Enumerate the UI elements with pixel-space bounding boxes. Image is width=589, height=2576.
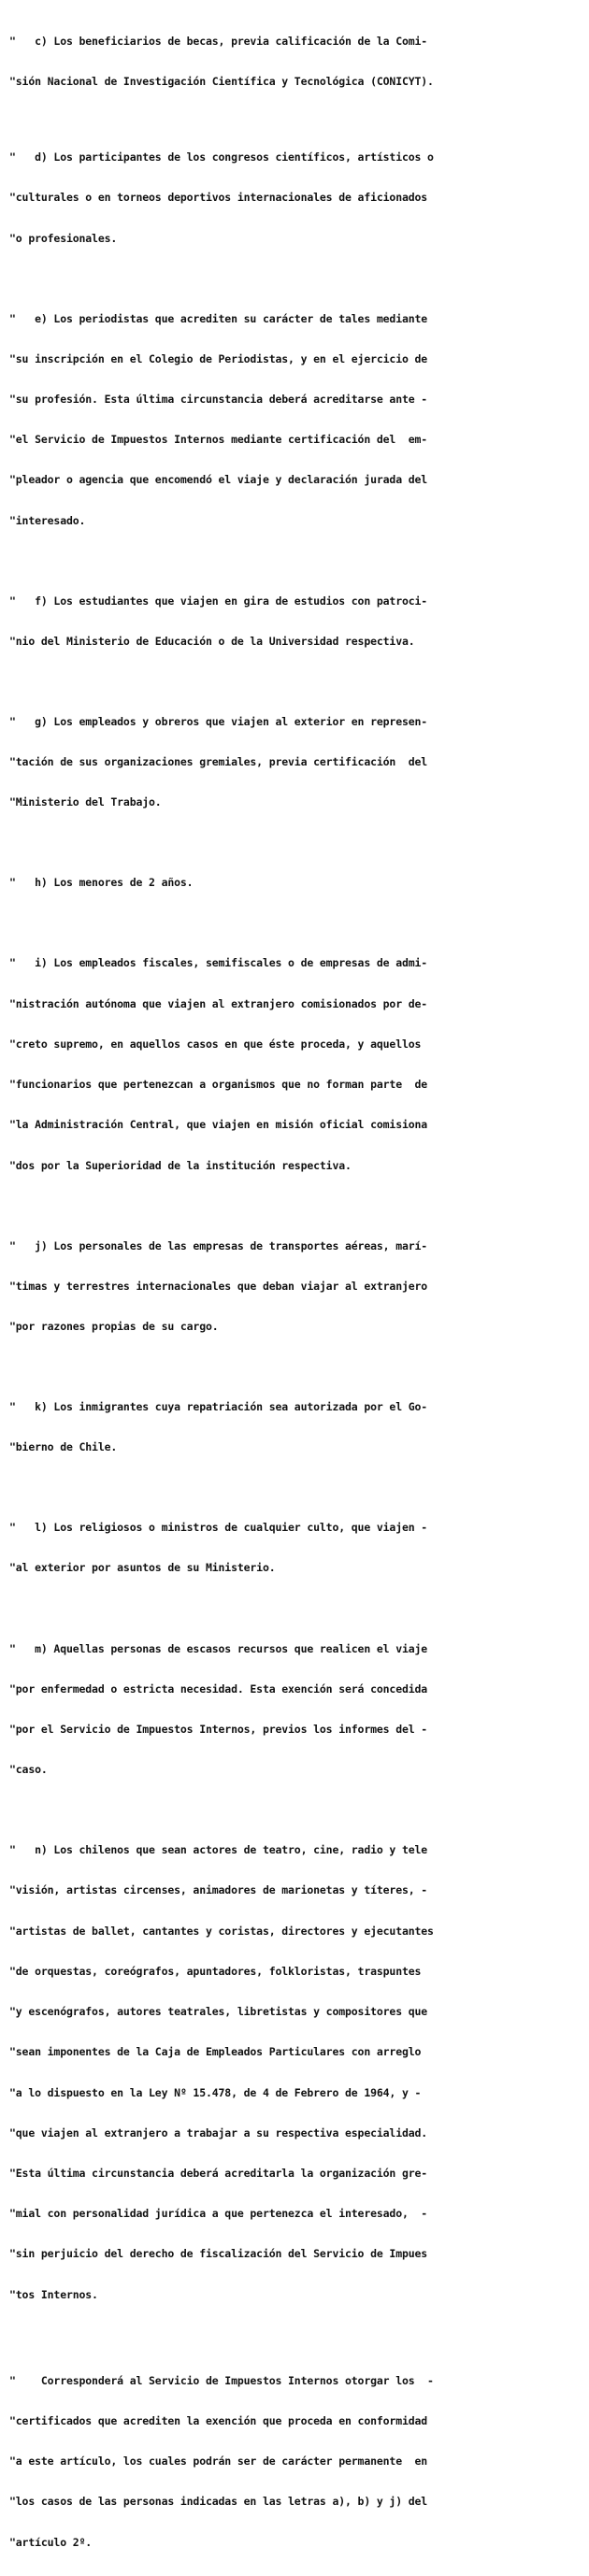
text-line: " n) Los chilenos que sean actores de teatro, cine, radio y tele	[9, 1843, 428, 1857]
text-line: "de orquestas, coreógrafos, apuntadores, folkloristas, traspuntes	[9, 1964, 422, 1978]
text-line: " i) Los empleados fiscales, semifiscales o de empresas de admi-	[9, 956, 428, 970]
paragraph-g	[9, 688, 583, 836]
text-line: " c) Los beneficiarios de becas, previa calificación de la Comi-	[9, 34, 428, 48]
text-line: "funcionarios que pertenezcan a organismos que no forman parte de	[9, 1078, 428, 1092]
text-line: "pleador o agencia que encomendó el viaje y declaración jurada del	[9, 473, 428, 487]
text-line: "los casos de las personas indicadas en las letras a), b) y j) del	[9, 2495, 428, 2509]
text-line: " h) Los menores de 2 años.	[9, 876, 194, 890]
text-line: "al exterior por asuntos de su Ministerio.	[9, 1561, 276, 1575]
text-line: " f) Los estudiantes que viajen en gira de estudios con patroci-	[9, 594, 428, 608]
paragraph-k	[9, 1373, 583, 1481]
text-line: "bierno de Chile.	[9, 1440, 118, 1454]
text-line: " k) Los inmigrantes cuya repatriación sea autorizada por el Go-	[9, 1400, 428, 1413]
text-line: "interesado.	[9, 513, 86, 527]
text-line: "el Servicio de Impuestos Internos mediante certificación del em-	[9, 433, 428, 447]
text-line: "por enfermedad o estricta necesidad. Esta exención será concedida	[9, 1682, 428, 1696]
text-line: "nio del Ministerio de Educación o de la Universidad respectiva.	[9, 634, 415, 648]
text-line: "caso.	[9, 1763, 48, 1777]
text-line: "y escenógrafos, autores teatrales, libretistas y compositores que	[9, 2005, 428, 2019]
text-line: " g) Los empleados y obreros que viajen al exterior en represen-	[9, 714, 428, 728]
text-line: "certificados que acrediten la exención que proceda en conformidad	[9, 2413, 428, 2427]
paragraph-h	[9, 850, 583, 917]
text-line: "a lo dispuesto en la Ley Nº 15.478, de 4 de Febrero de 1964, y -	[9, 2085, 422, 2099]
paragraph-f	[9, 567, 583, 675]
text-line: "su profesión. Esta última circunstancia deberá acreditarse ante -	[9, 392, 428, 406]
text-line: "sión Nacional de Investigación Científica y Tecnológica (CONICYT).	[9, 75, 434, 89]
text-line: " m) Aquellas personas de escasos recursos que realicen el viaje	[9, 1641, 428, 1655]
text-line: "sean imponentes de la Caja de Empleados Particulares con arreglo	[9, 2045, 422, 2059]
text-line: "la Administración Central, que viajen en misión oficial comisiona	[9, 1118, 428, 1132]
text-line: "culturales o en torneos deportivos internacionales de aficionados	[9, 191, 428, 205]
paragraph-final	[9, 2347, 583, 2576]
text-line: "su inscripción en el Colegio de Periodistas, y en el ejercicio de	[9, 351, 428, 365]
text-line: "tos Internos.	[9, 2287, 98, 2301]
text-line: "timas y terrestres internacionales que deban viajar al extranjero	[9, 1279, 428, 1293]
paragraph-n	[9, 1816, 583, 2327]
text-line: "creto supremo, en aquellos casos en que éste proceda, y aquellos	[9, 1037, 422, 1051]
text-line: " l) Los religiosos o ministros de cualquier culto, que viajen -	[9, 1521, 428, 1535]
text-line: "por razones propias de su cargo.	[9, 1319, 219, 1333]
paragraph-l	[9, 1494, 583, 1601]
text-line: "a este artículo, los cuales podrán ser de carácter permanente en	[9, 2454, 428, 2469]
text-line: "dos por la Superioridad de la institución respectiva.	[9, 1158, 352, 1172]
paragraph-j	[9, 1212, 583, 1360]
text-line: " j) Los personales de las empresas de transportes aéreas, marí-	[9, 1238, 428, 1252]
paragraph-m	[9, 1615, 583, 1804]
text-line: " e) Los periodistas que acrediten su carácter de tales mediante	[9, 311, 428, 325]
text-line: "Esta última circunstancia deberá acreditarla la organización gre-	[9, 2166, 428, 2180]
text-line: " d) Los participantes de los congresos científicos, artísticos o	[9, 150, 434, 165]
text-line: "que viajen al extranjero a trabajar a su respectiva especialidad.	[9, 2125, 428, 2140]
text-line: "artículo 2º.	[9, 2535, 93, 2549]
text-line: "nistración autónoma que viajen al extranjero comisionados por de-	[9, 996, 428, 1010]
paragraph-i	[9, 930, 583, 1199]
paragraph-d	[9, 123, 583, 271]
text-line: "sin perjuicio del derecho de fiscalización del Servicio de Impues	[9, 2247, 428, 2261]
paragraph-e	[9, 285, 583, 554]
text-line: "visión, artistas circenses, animadores de marionetas y títeres, -	[9, 1883, 428, 1897]
paragraph-c	[9, 7, 583, 115]
text-line: "mial con personalidad jurídica a que pertenezca el interesado, -	[9, 2207, 428, 2221]
text-line: "artistas de ballet, cantantes y coristas, directores y ejecutantes	[9, 1924, 434, 1938]
text-line: "o profesionales.	[9, 231, 118, 245]
text-line: "Ministerio del Trabajo.	[9, 795, 162, 809]
text-line: " Corresponderá al Servicio de Impuestos Internos otorgar los -	[9, 2373, 434, 2387]
text-line: "tación de sus organizaciones gremiales, previa certificación del	[9, 755, 428, 769]
text-line: "por el Servicio de Impuestos Internos, previos los informes del -	[9, 1722, 428, 1736]
